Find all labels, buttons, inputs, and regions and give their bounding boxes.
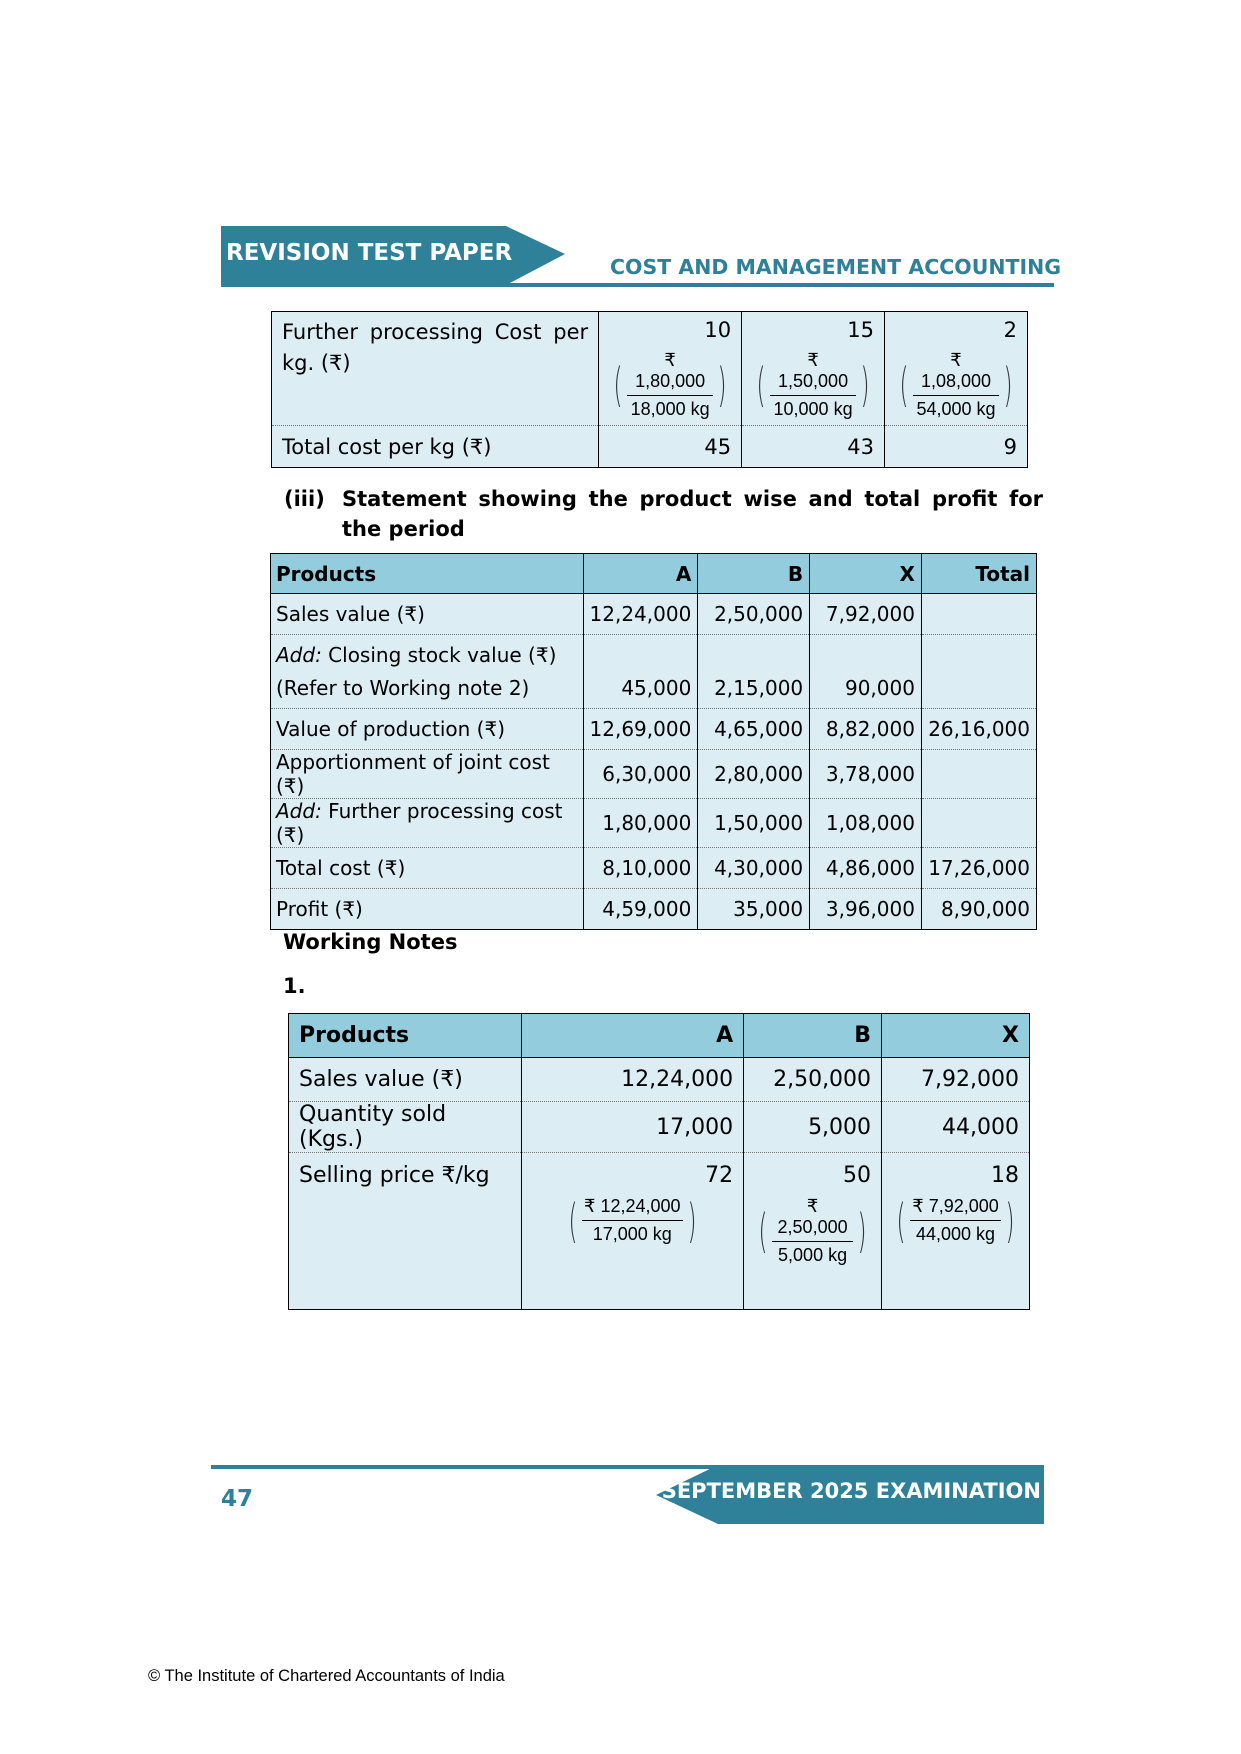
row-label: Total cost (₹) [271,848,584,889]
value-cell: 26,16,000 [921,709,1036,750]
value-cell: 17,000 [521,1102,744,1153]
column-header: A [583,554,698,594]
table-row [271,848,1037,889]
row-label-italic: Add: [276,643,322,667]
row-label: Sales value (₹) [289,1058,522,1102]
value: 15 [847,318,875,342]
row-label [271,635,584,709]
column-header: A [521,1014,744,1058]
fraction-numerator: ₹ 7,92,000 [910,1196,1001,1221]
value-cell: 8,82,000 [810,709,922,750]
value-cell [599,312,742,426]
further-processing-table [271,311,1028,468]
value-cell: 45 [599,426,742,468]
fraction-denominator: 44,000 kg [915,1224,996,1244]
value-cell: 45,000 [583,635,698,709]
value-cell: 6,30,000 [583,750,698,799]
header-banner-title: REVISION TEST PAPER [226,240,513,266]
value-cell: 8,90,000 [921,889,1036,930]
row-label: Selling price ₹/kg [289,1153,522,1310]
value: 72 [705,1163,734,1188]
value-cell: 5,000 [744,1102,882,1153]
column-header: X [882,1014,1030,1058]
fraction: ( $\frac{₹ 1,80,000}{18,000 kg}$ ) [613,350,727,419]
value-cell: 4,59,000 [583,889,698,930]
fraction-denominator: 10,000 kg [773,399,853,419]
fraction-numerator: ₹ 2,50,000 [772,1196,853,1242]
table-row [271,635,1037,709]
value-cell: 44,000 [882,1102,1030,1153]
value-cell: 12,69,000 [583,709,698,750]
value-cell: 2,80,000 [698,750,810,799]
value-cell: 4,30,000 [698,848,810,889]
copyright-notice: © The Institute of Chartered Accountants of India [148,1667,505,1685]
working-note-table [288,1013,1030,1310]
value-cell: 8,10,000 [583,848,698,889]
row-label: Quantity sold (Kgs.) [289,1102,522,1153]
table-row [289,1102,1030,1153]
header-rule [221,283,1054,287]
table-row [271,594,1037,635]
value-cell [742,312,885,426]
table-row [271,799,1037,848]
value-cell [921,635,1036,709]
fraction-denominator: 5,000 kg [778,1245,848,1265]
value-cell: 90,000 [810,635,922,709]
value: 50 [843,1163,872,1188]
column-header: X [810,554,922,594]
value-cell: 2,50,000 [698,594,810,635]
header-subject: COST AND MANAGEMENT ACCOUNTING [610,255,1062,279]
row-label [271,799,584,848]
row-label: Apportionment of joint cost (₹) [271,750,584,799]
value-cell: 1,08,000 [810,799,922,848]
value-cell: 3,96,000 [810,889,922,930]
table-row [272,312,1028,426]
fraction-denominator: 17,000 kg [592,1224,672,1244]
column-header: Products [271,554,584,594]
value-cell: 2,15,000 [698,635,810,709]
fraction: ( $\frac{₹ 12,24,000}{17,000 kg}$ ) [568,1193,697,1248]
value-cell [921,750,1036,799]
value-cell: 4,86,000 [810,848,922,889]
value-cell: 7,92,000 [882,1058,1030,1102]
row-label: Value of production (₹) [271,709,584,750]
row-label-text: Further processing cost (₹) [276,799,563,847]
value-cell: 43 [742,426,885,468]
fraction-numerator: ₹ 12,24,000 [582,1196,683,1221]
value: 10 [704,318,732,342]
value-cell: 12,24,000 [521,1058,744,1102]
value: 18 [991,1163,1019,1188]
footer-exam-title: SEPTEMBER 2025 EXAMINATION [661,1479,1041,1503]
footer-banner [656,1465,1044,1524]
profit-statement-table [270,553,1037,930]
fraction-numerator: ₹ 1,80,000 [627,350,713,396]
value-cell: 35,000 [698,889,810,930]
value-cell: 17,26,000 [921,848,1036,889]
table-row [289,1153,1030,1310]
value-cell: 1,50,000 [698,799,810,848]
value-cell [744,1153,882,1310]
working-note-number: 1. [283,974,306,998]
value-cell: 3,78,000 [810,750,922,799]
section-title: Statement showing the product wise and total profit for the period [342,487,1043,541]
working-notes-title: Working Notes [283,930,458,954]
row-label: Total cost per kg (₹) [272,426,599,468]
fraction-denominator: 54,000 kg [916,399,996,419]
table-row [271,709,1037,750]
fraction: ( $\frac{₹ 1,50,000}{10,000 kg}$ ) [756,350,870,419]
value-cell [521,1153,744,1310]
value-cell [921,594,1036,635]
value-cell [885,312,1028,426]
table-header-row [271,554,1037,594]
value-cell: 2,50,000 [744,1058,882,1102]
value-cell: 4,65,000 [698,709,810,750]
fraction: ( $\frac{₹ 7,92,000}{44,000 kg}$ ) [896,1193,1015,1248]
fraction-numerator: ₹ 1,08,000 [913,350,999,396]
table-row [271,889,1037,930]
fraction-numerator: ₹ 1,50,000 [770,350,856,396]
column-header: Total [921,554,1036,594]
row-label-line2: (Refer to Working note 2) [276,676,530,700]
table-row [271,750,1037,799]
page-number: 47 [221,1486,254,1512]
value-cell: 1,80,000 [583,799,698,848]
value: 2 [1003,318,1017,342]
row-label: Profit (₹) [271,889,584,930]
value-cell [882,1153,1030,1310]
row-label-text: Closing stock value (₹) [321,643,557,667]
fraction: ( $\frac{₹ 2,50,000}{5,000 kg}$ ) [758,1196,867,1265]
section-number: (iii) [284,487,325,511]
table-row [272,426,1028,468]
header-banner [221,226,565,285]
column-header: Products [289,1014,522,1058]
value-cell: 9 [885,426,1028,468]
row-label-italic: Add: [276,799,322,823]
column-header: B [698,554,810,594]
value-cell: 12,24,000 [583,594,698,635]
row-label: Sales value (₹) [271,594,584,635]
table-row [289,1058,1030,1102]
fraction-denominator: 18,000 kg [630,399,710,419]
row-label: Further processing Cost per kg. (₹) [272,312,599,426]
column-header: B [744,1014,882,1058]
table-header-row [289,1014,1030,1058]
value-cell [921,799,1036,848]
fraction: ( $\frac{₹ 1,08,000}{54,000 kg}$ ) [899,350,1013,419]
value-cell: 7,92,000 [810,594,922,635]
